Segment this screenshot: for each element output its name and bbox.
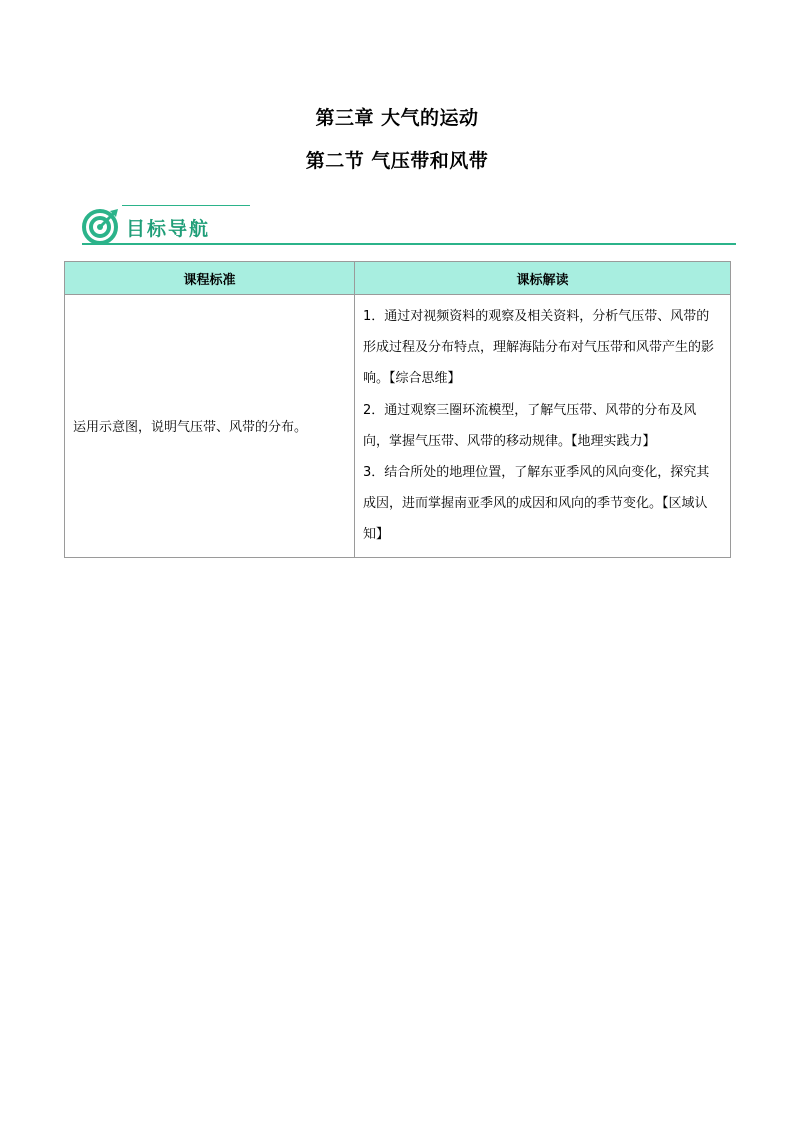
target-arrow-icon	[82, 207, 120, 245]
section-header-rule	[82, 243, 736, 245]
interpretation-cell	[355, 295, 731, 558]
column-header-standard: 课程标准	[65, 262, 355, 295]
interpretation-item-1: 1．通过对视频资料的观察及相关资料，分析气压带、风带的形成过程及分布特点，理解海陆分布对气压带和风带产生的影响。【综合思维】	[363, 309, 715, 387]
standard-cell: 运用示意图，说明气压带、风带的分布。	[65, 295, 355, 558]
header-top-rule	[122, 205, 250, 206]
column-header-interpretation: 课标解读	[355, 262, 731, 295]
table-row	[65, 295, 731, 558]
chapter-title: 第三章 大气的运动	[315, 107, 479, 129]
table-header-row	[65, 262, 731, 295]
interpretation-item-3: 3．结合所处的地理位置，了解东亚季风的风向变化，探究其成因，进而掌握南亚季风的成因和风向的季节变化。【区域认知】	[363, 465, 710, 543]
curriculum-table	[64, 261, 731, 558]
interpretation-item-2: 2．通过观察三圈环流模型，了解气压带、风带的分布及风向，掌握气压带、风带的移动规律。【地理实践力】	[363, 402, 697, 449]
section-title: 第二节 气压带和风带	[305, 150, 489, 172]
section-header-label: 目标导航	[126, 218, 211, 240]
section-header-bar	[82, 205, 736, 245]
